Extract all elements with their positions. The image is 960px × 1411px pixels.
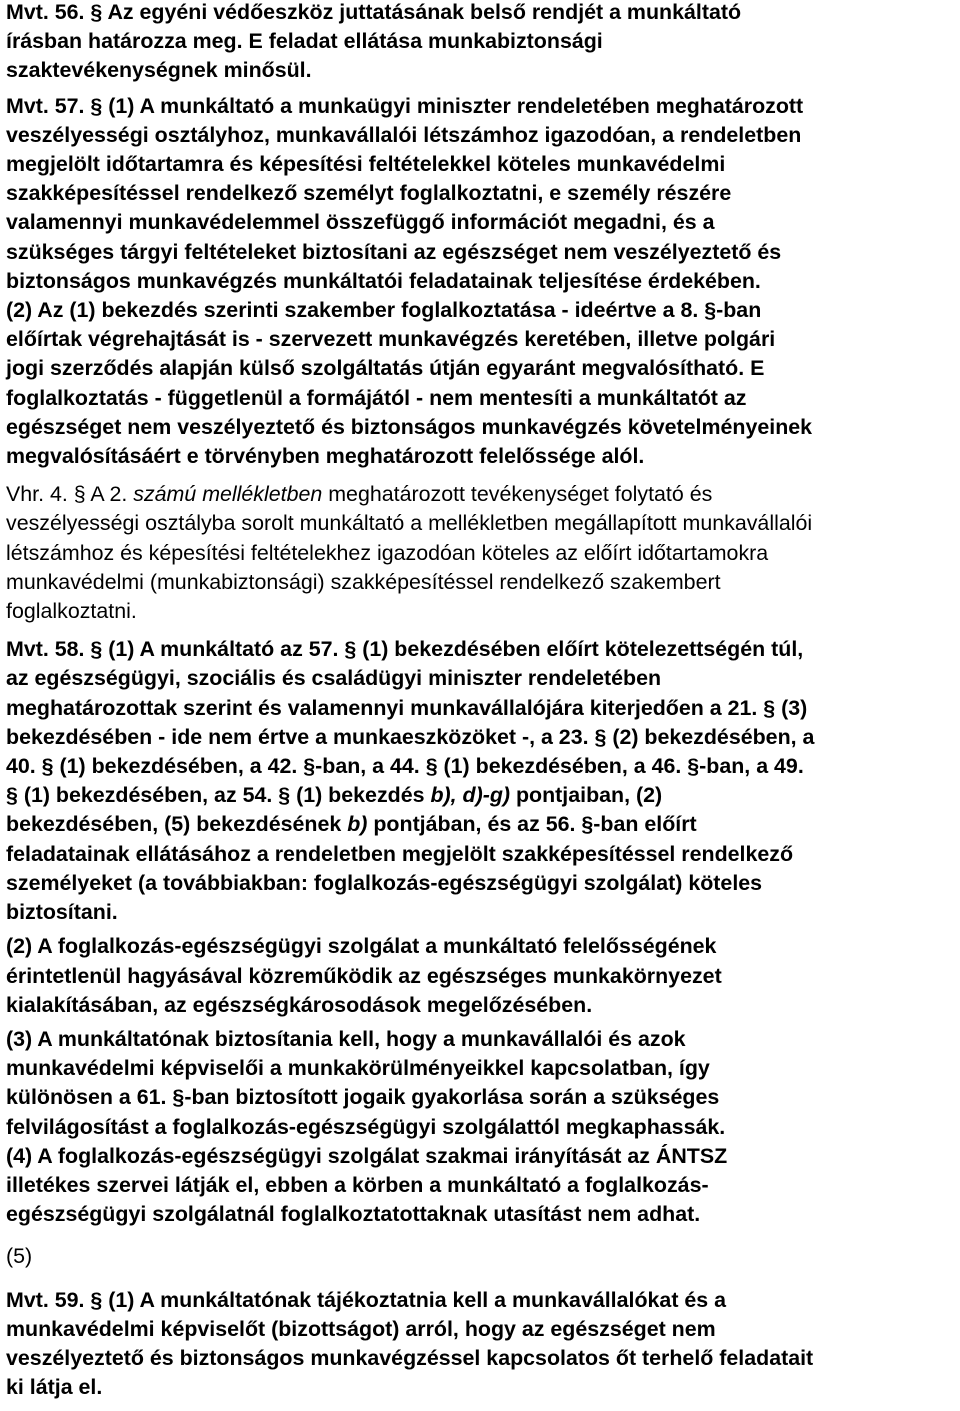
vhr4-prefix: Vhr. 4. § A 2. (6, 482, 134, 507)
spacer (6, 1229, 956, 1242)
paragraph-mvt58-3: (3) A munkáltatónak biztosítania kell, hogy a munkavállalói és azok munkavédelmi képviselői a munkakörülményeikkel kapcsolatban, így különösen a 61. §-ban biztosított jogaik gyakorlása során a szükséges felvilágosítást a foglalkozás-egészségügyi szolgálattól megkaphassák. (6, 1026, 726, 1139)
mvt58-1-text-2: pontjaiban, (2) bekezdésében, (5) bekezdésének (6, 783, 663, 837)
paragraph-mvt58-4: (4) A foglalkozás-egészségügyi szolgálat szakmai irányítását az ÁNTSZ illetékes szervei látják el, ebben a körben a munkáltató a foglalkozás- egészségügyi szolgálatnál foglalkoztatottaknak utasítást nem adhat. (6, 1143, 728, 1227)
paragraph-mvt58-1 (6, 635, 956, 927)
mvt58-1-italic-2: b) (347, 812, 368, 837)
spacer (6, 471, 956, 480)
vhr4-text: meghatározott tevékenységet folytató és veszélyességi osztályba sorolt munkáltató a mellékletben megállapított munkavállalói létszámhoz és képesítési feltételekhez igazodóan köteles az előírt időtartamokra munkavédelmi (munkabiztonsági) szakképesítéssel rendelkező szakembert foglalkoztatni. (6, 482, 813, 624)
paragraph-mvt58-2: (2) A foglalkozás-egészségügyi szolgálat a munkáltató felelősségének érintetlenül hagyásával közreműködik az egészséges munkakörnyezet kialakításában, az egészségkárosodások megelőzésében. (6, 934, 722, 1017)
paragraph-mvt57-2: (2) Az (1) bekezdés szerinti szakember foglalkoztatása - ideértve a 8. §-ban előírtak végrehajtását is - szervezett munkavégzés keretében, illetve polgári jogi szerződés alapján külső szolgáltatás útján egyaránt megvalósítható. E foglalkoztatás - függetlenül a formájától - nem mentesíti a munkáltatót az egészséget nem veszélyeztető és biztonságos munkavégzés követelményeinek megvalósításáért e törvényben meghatározott felelőssége alól. (6, 298, 813, 469)
paragraph-mvt58-5: (5) (6, 1244, 33, 1269)
mvt58-1-italic-1: b), d)-g) (430, 783, 511, 808)
spacer (6, 626, 956, 635)
paragraph-mvt56: Mvt. 56. § Az egyéni védőeszköz juttatásának belső rendjét a munkáltató írásban határozza meg. E feladat ellátása munkabiztonsági szaktevékenységnek minősül. (6, 0, 742, 83)
paragraph-mvt57-1: Mvt. 57. § (1) A munkáltató a munkaügyi miniszter rendeletében meghatározott veszélyességi osztályhoz, munkavállalói létszámhoz igazodóan, a rendeletben megjelölt időtartamra és képesítési feltételekkel köteles munkavédelmi szakképesítéssel rendelkező személyt foglalkoztatni, e személy részére valamennyi munkavédelemmel összefüggő információt megadni, és a szükséges tárgyi feltételeket biztosítani az egészséget nem veszélyeztető és biztonságos munkavégzés munkáltatói feladatainak teljesítése érdekében. (6, 93, 804, 293)
vhr4-italic: számú mellékletben (133, 482, 323, 507)
paragraph-vhr4 (6, 480, 956, 626)
mvt58-1-text-3: pontjában, és az 56. §-ban előírt feladatainak ellátásához a rendeletben megjelölt szakképesítéssel rendelkező személyeket (a továbbiakban: foglalkozás-egészségügyi szolgálat) köteles biztosítani. (6, 812, 794, 925)
document-page (6, 0, 956, 1402)
paragraph-mvt59: Mvt. 59. § (1) A munkáltatónak tájékoztatnia kell a munkavállalókat és a munkavédelmi képviselőt (bizottságot) arról, hogy az egészséget nem veszélyeztető és biztonságos munkavégzéssel kapcsolatos őt terhelő feladatait ki látja el. (6, 1287, 814, 1400)
spacer (6, 1272, 956, 1286)
mvt58-1-text: Mvt. 58. § (1) A munkáltató az 57. § (1) bekezdésében előírt kötelezettségén túl, az egészségügyi, szociális és családügyi miniszter rendeletében meghatározottak szerint és valamennyi munkavállalójára kiterjedően a 21. § (3) bekezdésében - ide nem értve a munkaeszközöket -, a 23. § (2) bekezdésében, a 40. § (1) bekezdésében, a 42. §-ban, a 44. § (1) bekezdésében, a 46. §-ban, a 49. § (1) bekezdésében, az 54. § (1) bekezdés (6, 637, 815, 808)
